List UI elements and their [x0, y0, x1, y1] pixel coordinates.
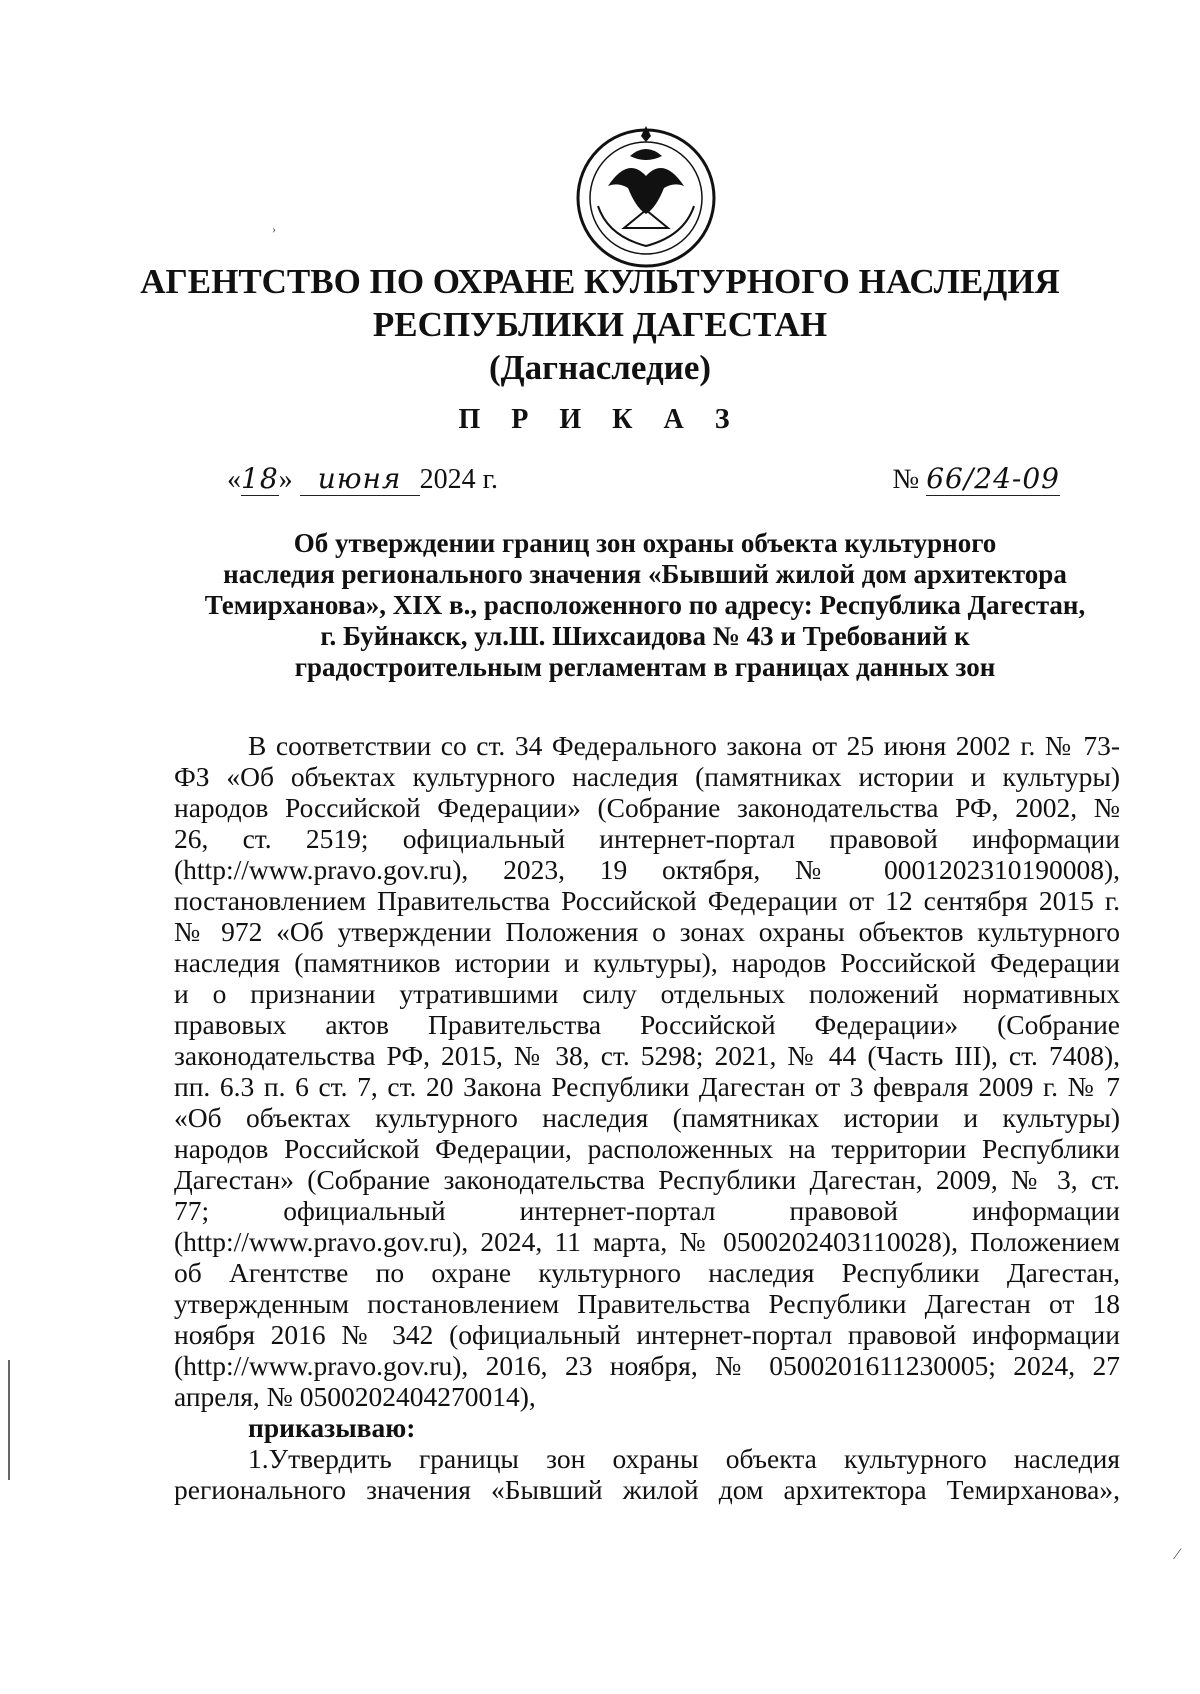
- subject-line: градостроительным регламентам в границах данных зон: [294, 652, 996, 682]
- body-line: об Агентстве по охране культурного наследия Республики Дагестан,: [174, 1257, 1120, 1288]
- agency-title-line-2: РЕСПУБЛИКИ ДАГЕСТАН: [372, 305, 828, 344]
- body-line: ФЗ «Об объектах культурного наследия (памятниках истории и культуры): [174, 761, 1120, 792]
- body-line: народов Российской Федерации» (Собрание законодательства РФ, 2002, №: [174, 792, 1120, 823]
- scan-mark: ⁄: [1176, 1546, 1179, 1563]
- item-1-line: 1.Утвердить границы зон охраны объекта культурного наследия: [248, 1443, 1120, 1474]
- scan-mark: ›: [272, 222, 276, 236]
- order-word: приказываю:: [248, 1412, 416, 1443]
- body-line: и о признании утратившими силу отдельных положений нормативных: [174, 978, 1120, 1009]
- body-line: (http://www.pravo.gov.ru), 2024, 11 марта, № 0500202403110028), Положением: [174, 1226, 1120, 1257]
- body-line: законодательства РФ, 2015, № 38, ст. 5298; 2021, № 44 (Часть III), ст. 7408),: [174, 1040, 1120, 1071]
- body-line: народов Российской Федерации, расположенных на территории Республики: [174, 1133, 1120, 1164]
- date-day: 18: [241, 462, 279, 495]
- date-quote-open: «: [227, 464, 241, 495]
- order-body: [174, 730, 1120, 1505]
- body-line: 77; официальный интернет-портал правовой информации: [174, 1195, 1120, 1226]
- coat-of-arms-icon: [568, 116, 724, 272]
- body-line: 26, ст. 2519; официальный интернет-портал правовой информации: [174, 823, 1120, 854]
- body-line: ноября 2016 № 342 (официальный интернет-портал правовой информации: [174, 1319, 1120, 1350]
- subject-line: Об утверждении границ зон охраны объекта культурного: [293, 528, 997, 558]
- body-line: постановлением Правительства Российской Федерации от 12 сентября 2015 г.: [174, 885, 1120, 916]
- subject-line: г. Буйнакск, ул.Ш. Шихсаидова № 43 и Требований к: [320, 621, 970, 651]
- order-subject: [170, 528, 1120, 683]
- date-quote-close: »: [278, 464, 293, 495]
- document-type: П Р И К А З: [458, 404, 742, 435]
- subject-line: наследия регионального значения «Бывший жилой дом архитектора: [223, 559, 1067, 589]
- item-1-line: регионального значения «Бывший жилой дом архитектора Темирханова»,: [174, 1474, 1120, 1505]
- body-line: (http://www.pravo.gov.ru), 2016, 23 ноября, № 0500201611230005; 2024, 27: [174, 1350, 1120, 1381]
- body-line: Дагестан» (Собрание законодательства Республики Дагестан, 2009, № 3, ст.: [174, 1164, 1120, 1195]
- date-year: 2024 г.: [419, 464, 498, 495]
- body-line: апреля, № 0500202404270014),: [174, 1381, 536, 1412]
- date-month: июня: [300, 462, 420, 496]
- body-line: наследия (памятников истории и культуры), народов Российской Федерации: [174, 947, 1120, 978]
- body-line: (http://www.pravo.gov.ru), 2023, 19 октября, № 0001202310190008),: [174, 854, 1120, 885]
- body-line: «Об объектах культурного наследия (памятниках истории и культуры): [174, 1102, 1120, 1133]
- agency-title-line-1: АГЕНТСТВО ПО ОХРАНЕ КУЛЬТУРНОГО НАСЛЕДИЯ: [140, 262, 1060, 301]
- body-line: № 972 «Об утверждении Положения о зонах охраны объектов культурного: [174, 916, 1120, 947]
- number-prefix: №: [892, 464, 920, 495]
- body-line: пп. 6.3 п. 6 ст. 7, ст. 20 Закона Республики Дагестан от 3 февраля 2009 г. № 7: [174, 1071, 1120, 1102]
- agency-short-name: (Дагнаследие): [488, 348, 712, 387]
- body-line: утвержденным постановлением Правительства Республики Дагестан от 18: [174, 1288, 1120, 1319]
- subject-line: Темирханова», XIX в., расположенного по адресу: Республика Дагестан,: [204, 590, 1086, 620]
- scan-margin-line: [8, 1360, 10, 1480]
- body-line: В соответствии со ст. 34 Федерального закона от 25 июня 2002 г. № 73-: [248, 730, 1120, 761]
- order-date: [227, 462, 498, 496]
- body-line: правовых актов Правительства Российской Федерации» (Собрание: [174, 1009, 1120, 1040]
- order-number: [893, 462, 1061, 496]
- number-value: 66/24-09: [926, 462, 1060, 495]
